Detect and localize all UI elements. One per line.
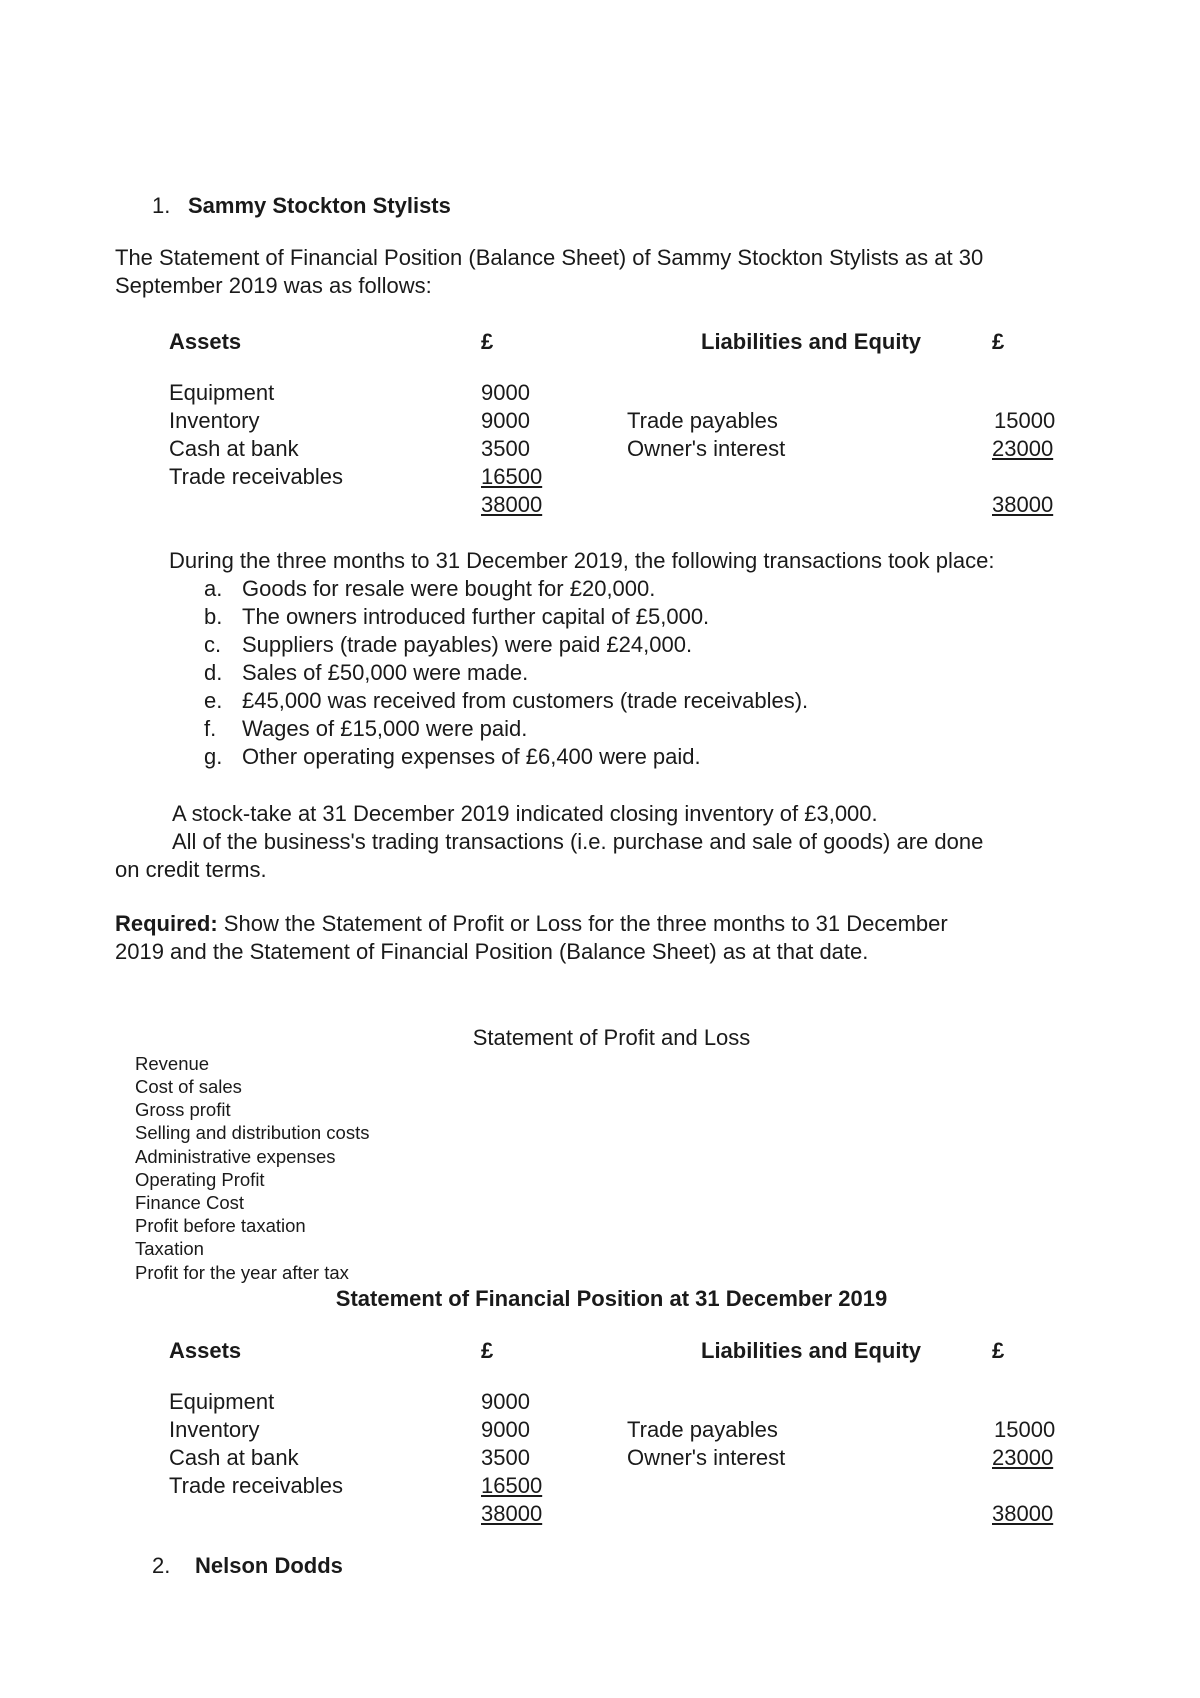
pl-row: Profit before taxation — [135, 1215, 306, 1236]
liabilities-header: Liabilities and Equity — [701, 1338, 922, 1363]
required-line2: 2019 and the Statement of Financial Position (Balance Sheet) as at that date. — [115, 939, 869, 964]
liabilities-total: 38000 — [992, 1501, 1054, 1526]
pl-row: Finance Cost — [135, 1192, 244, 1213]
pl-row: Administrative expenses — [135, 1146, 336, 1167]
liability-label: Trade payables — [627, 1417, 778, 1442]
q1-intro-line1: The Statement of Financial Position (Balance Sheet) of Sammy Stockton Stylists as at 30 — [115, 245, 984, 270]
list-marker: c. — [204, 632, 222, 657]
asset-value: 9000 — [481, 1389, 530, 1414]
currency-header: £ — [481, 329, 494, 354]
list-item — [204, 687, 808, 715]
list-item — [204, 575, 655, 603]
asset-label: Inventory — [169, 408, 260, 433]
asset-value: 9000 — [481, 1417, 530, 1442]
list-marker: f. — [204, 716, 217, 741]
asset-value: 3500 — [481, 436, 530, 461]
pl-row: Cost of sales — [135, 1076, 242, 1097]
q2-number: 2. — [152, 1553, 171, 1578]
list-text: The owners introduced further capital of £5,000. — [242, 604, 710, 629]
liability-label: Trade payables — [627, 408, 778, 433]
asset-label: Inventory — [169, 1417, 260, 1442]
list-marker: e. — [204, 688, 223, 713]
assets-header: Assets — [169, 329, 242, 354]
credit-terms-line1: All of the business's trading transactions (i.e. purchase and sale of goods) are done — [172, 829, 984, 854]
list-marker: b. — [204, 604, 223, 629]
list-item — [204, 631, 692, 659]
currency-header: £ — [992, 329, 1005, 354]
assets-total: 38000 — [481, 492, 543, 517]
liability-value: 23000 — [992, 436, 1054, 461]
asset-value: 9000 — [481, 380, 530, 405]
asset-label: Trade receivables — [169, 1473, 344, 1498]
pl-row: Revenue — [135, 1053, 210, 1074]
asset-label: Cash at bank — [169, 1445, 299, 1470]
list-text: Goods for resale were bought for £20,000. — [242, 576, 656, 601]
asset-value: 3500 — [481, 1445, 530, 1470]
list-item — [204, 743, 701, 771]
list-item — [204, 715, 527, 743]
liability-label: Owner's interest — [627, 1445, 786, 1470]
pl-row: Operating Profit — [135, 1169, 265, 1190]
list-text: Other operating expenses of £6,400 were paid. — [242, 744, 701, 769]
liability-value: 23000 — [992, 1445, 1054, 1470]
q1-title: Sammy Stockton Stylists — [188, 193, 451, 218]
transactions-lead: During the three months to 31 December 2019, the following transactions took place: — [169, 548, 995, 573]
assets-total: 38000 — [481, 1501, 543, 1526]
pl-row: Gross profit — [135, 1099, 231, 1120]
list-text: Suppliers (trade payables) were paid £24,000. — [242, 632, 693, 657]
list-text: £45,000 was received from customers (trade receivables). — [242, 688, 809, 713]
pl-title: Statement of Profit and Loss — [472, 1025, 751, 1050]
currency-header: £ — [481, 1338, 494, 1363]
assets-header: Assets — [169, 1338, 242, 1363]
asset-label: Cash at bank — [169, 436, 299, 461]
liability-label: Owner's interest — [627, 436, 786, 461]
asset-label: Equipment — [169, 1389, 275, 1414]
list-text: Sales of £50,000 were made. — [242, 660, 529, 685]
asset-label: Trade receivables — [169, 464, 344, 489]
required-text: Show the Statement of Profit or Loss for the three months to 31 December — [217, 911, 948, 936]
liabilities-total: 38000 — [992, 492, 1054, 517]
stock-take-note: A stock-take at 31 December 2019 indicated closing inventory of £3,000. — [172, 801, 878, 826]
asset-label: Equipment — [169, 380, 275, 405]
q1-number: 1. — [152, 193, 171, 218]
q1-intro-line2: September 2019 was as follows: — [115, 273, 432, 298]
liabilities-header: Liabilities and Equity — [701, 329, 922, 354]
list-marker: a. — [204, 576, 223, 601]
required-line1 — [115, 910, 948, 938]
required-label: Required: — [115, 911, 218, 936]
asset-value: 9000 — [481, 408, 530, 433]
asset-value: 16500 — [481, 464, 543, 489]
pl-row: Selling and distribution costs — [135, 1122, 370, 1143]
list-item — [204, 603, 709, 631]
list-marker: d. — [204, 660, 223, 685]
closing-bs-title: Statement of Financial Position at 31 December 2019 — [335, 1286, 888, 1311]
currency-header: £ — [992, 1338, 1005, 1363]
liability-value: 15000 — [994, 1417, 1056, 1442]
list-item — [204, 659, 528, 687]
pl-row: Taxation — [135, 1238, 204, 1259]
q2-title: Nelson Dodds — [195, 1553, 343, 1578]
credit-terms-line2: on credit terms. — [115, 857, 267, 882]
liability-value: 15000 — [994, 408, 1056, 433]
pl-row: Profit for the year after tax — [135, 1262, 349, 1283]
list-marker: g. — [204, 744, 223, 769]
asset-value: 16500 — [481, 1473, 543, 1498]
list-text: Wages of £15,000 were paid. — [242, 716, 528, 741]
